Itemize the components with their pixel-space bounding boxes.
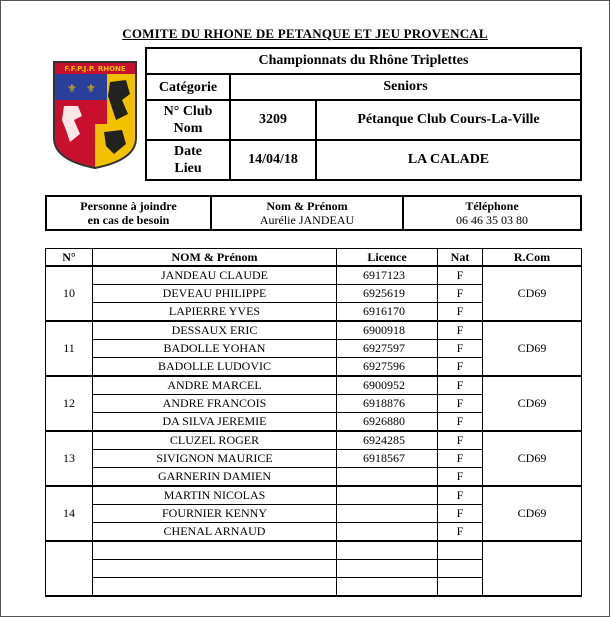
- page-title: COMITE DU RHONE DE PETANQUE ET JEU PROVENCAL: [122, 26, 488, 41]
- player-licence: [337, 560, 438, 578]
- player-licence: 6916170: [337, 303, 438, 322]
- player-nat: [438, 541, 483, 560]
- player-name: [93, 578, 337, 597]
- contact-label-line1: Personne à joindre: [80, 199, 177, 213]
- competition-info-table: [145, 47, 582, 181]
- player-name: GARNERIN DAMIEN: [93, 468, 337, 487]
- player-name: BADOLLE YOHAN: [93, 340, 337, 358]
- table-row: [46, 486, 582, 505]
- player-name: CHENAL ARNAUD: [93, 523, 337, 542]
- player-name: DEVEAU PHILIPPE: [93, 285, 337, 303]
- categorie-label: Catégorie: [146, 74, 230, 100]
- player-nat: F: [438, 376, 483, 395]
- header-num: N°: [46, 249, 93, 267]
- date-label: [146, 140, 230, 180]
- player-licence: 6900918: [337, 321, 438, 340]
- contact-label: [46, 196, 211, 230]
- table-row: [46, 376, 582, 395]
- club-label-line2: Nom: [173, 121, 203, 136]
- svg-text:⚜: ⚜: [86, 82, 96, 95]
- player-licence: 6927596: [337, 358, 438, 377]
- club-name: Pétanque Club Cours-La-Ville: [316, 100, 581, 140]
- player-nat: F: [438, 431, 483, 450]
- player-licence: 6918876: [337, 395, 438, 413]
- player-licence: 6918567: [337, 450, 438, 468]
- date-label-line2: Lieu: [174, 161, 202, 176]
- player-licence: 6927597: [337, 340, 438, 358]
- player-nat: F: [438, 523, 483, 542]
- player-nat: F: [438, 486, 483, 505]
- header-rcom: R.Com: [483, 249, 582, 267]
- player-name: MARTIN NICOLAS: [93, 486, 337, 505]
- player-licence: 6926880: [337, 413, 438, 432]
- table-row: [46, 431, 582, 450]
- lieu-value: LA CALADE: [316, 140, 581, 180]
- date-value: 14/04/18: [230, 140, 316, 180]
- player-name: JANDEAU CLAUDE: [93, 266, 337, 285]
- team-rcom: CD69: [483, 376, 582, 431]
- rhone-crest-logo: [52, 60, 138, 170]
- player-nat: [438, 578, 483, 597]
- team-rcom: [483, 541, 582, 596]
- player-nat: F: [438, 358, 483, 377]
- player-licence: 6900952: [337, 376, 438, 395]
- club-label: [146, 100, 230, 140]
- svg-text:⚜: ⚜: [67, 82, 77, 95]
- player-name: BADOLLE LUDOVIC: [93, 358, 337, 377]
- players-table: [45, 248, 582, 597]
- team-number: 10: [46, 266, 93, 321]
- team-number: 12: [46, 376, 93, 431]
- player-nat: F: [438, 468, 483, 487]
- team-rcom: CD69: [483, 431, 582, 486]
- header-nat: Nat: [438, 249, 483, 267]
- date-label-line1: Date: [174, 144, 202, 159]
- contact-name-value: Aurélie JANDEAU: [259, 213, 355, 227]
- player-licence: [337, 578, 438, 597]
- player-name: DESSAUX ERIC: [93, 321, 337, 340]
- contact-label-line2: en cas de besoin: [87, 213, 170, 227]
- categorie-value: Seniors: [230, 74, 581, 100]
- player-name: DA SILVA JEREMIE: [93, 413, 337, 432]
- player-nat: [438, 560, 483, 578]
- club-label-line1: N° Club: [163, 104, 213, 119]
- player-name: [93, 541, 337, 560]
- player-name: FOURNIER KENNY: [93, 505, 337, 523]
- contact-phone-cell: [403, 196, 581, 230]
- contact-phone-header: Téléphone: [465, 199, 519, 213]
- table-row: [46, 321, 582, 340]
- team-number: [46, 541, 93, 596]
- club-number: 3209: [230, 100, 316, 140]
- contact-phone-value: 06 46 35 03 80: [456, 213, 528, 227]
- player-nat: F: [438, 450, 483, 468]
- team-number: 11: [46, 321, 93, 376]
- player-licence: [337, 468, 438, 487]
- contact-name-cell: [211, 196, 403, 230]
- player-name: SIVIGNON MAURICE: [93, 450, 337, 468]
- player-nat: F: [438, 266, 483, 285]
- player-licence: [337, 523, 438, 542]
- team-rcom: CD69: [483, 321, 582, 376]
- player-name: ANDRE MARCEL: [93, 376, 337, 395]
- competition-title: Championnats du Rhône Triplettes: [146, 48, 581, 74]
- player-name: LAPIERRE YVES: [93, 303, 337, 322]
- player-name: CLUZEL ROGER: [93, 431, 337, 450]
- team-rcom: CD69: [483, 486, 582, 541]
- player-name: [93, 560, 337, 578]
- header-licence: Licence: [337, 249, 438, 267]
- team-number: 13: [46, 431, 93, 486]
- contact-table: [45, 195, 582, 231]
- team-rcom: CD69: [483, 266, 582, 321]
- header-name: NOM & Prénom: [93, 249, 337, 267]
- player-licence: [337, 541, 438, 560]
- player-nat: F: [438, 395, 483, 413]
- player-nat: F: [438, 321, 483, 340]
- player-licence: 6924285: [337, 431, 438, 450]
- contact-name-header: Nom & Prénom: [266, 199, 348, 213]
- table-row: [46, 541, 582, 560]
- player-licence: [337, 486, 438, 505]
- player-nat: F: [438, 413, 483, 432]
- player-licence: [337, 505, 438, 523]
- team-number: 14: [46, 486, 93, 541]
- svg-text:F.F.P.J.P. RHONE: F.F.P.J.P. RHONE: [64, 65, 126, 73]
- player-nat: F: [438, 340, 483, 358]
- player-nat: F: [438, 303, 483, 322]
- player-nat: F: [438, 505, 483, 523]
- player-licence: 6917123: [337, 266, 438, 285]
- table-row: [46, 266, 582, 285]
- player-name: ANDRE FRANCOIS: [93, 395, 337, 413]
- player-licence: 6925619: [337, 285, 438, 303]
- player-nat: F: [438, 285, 483, 303]
